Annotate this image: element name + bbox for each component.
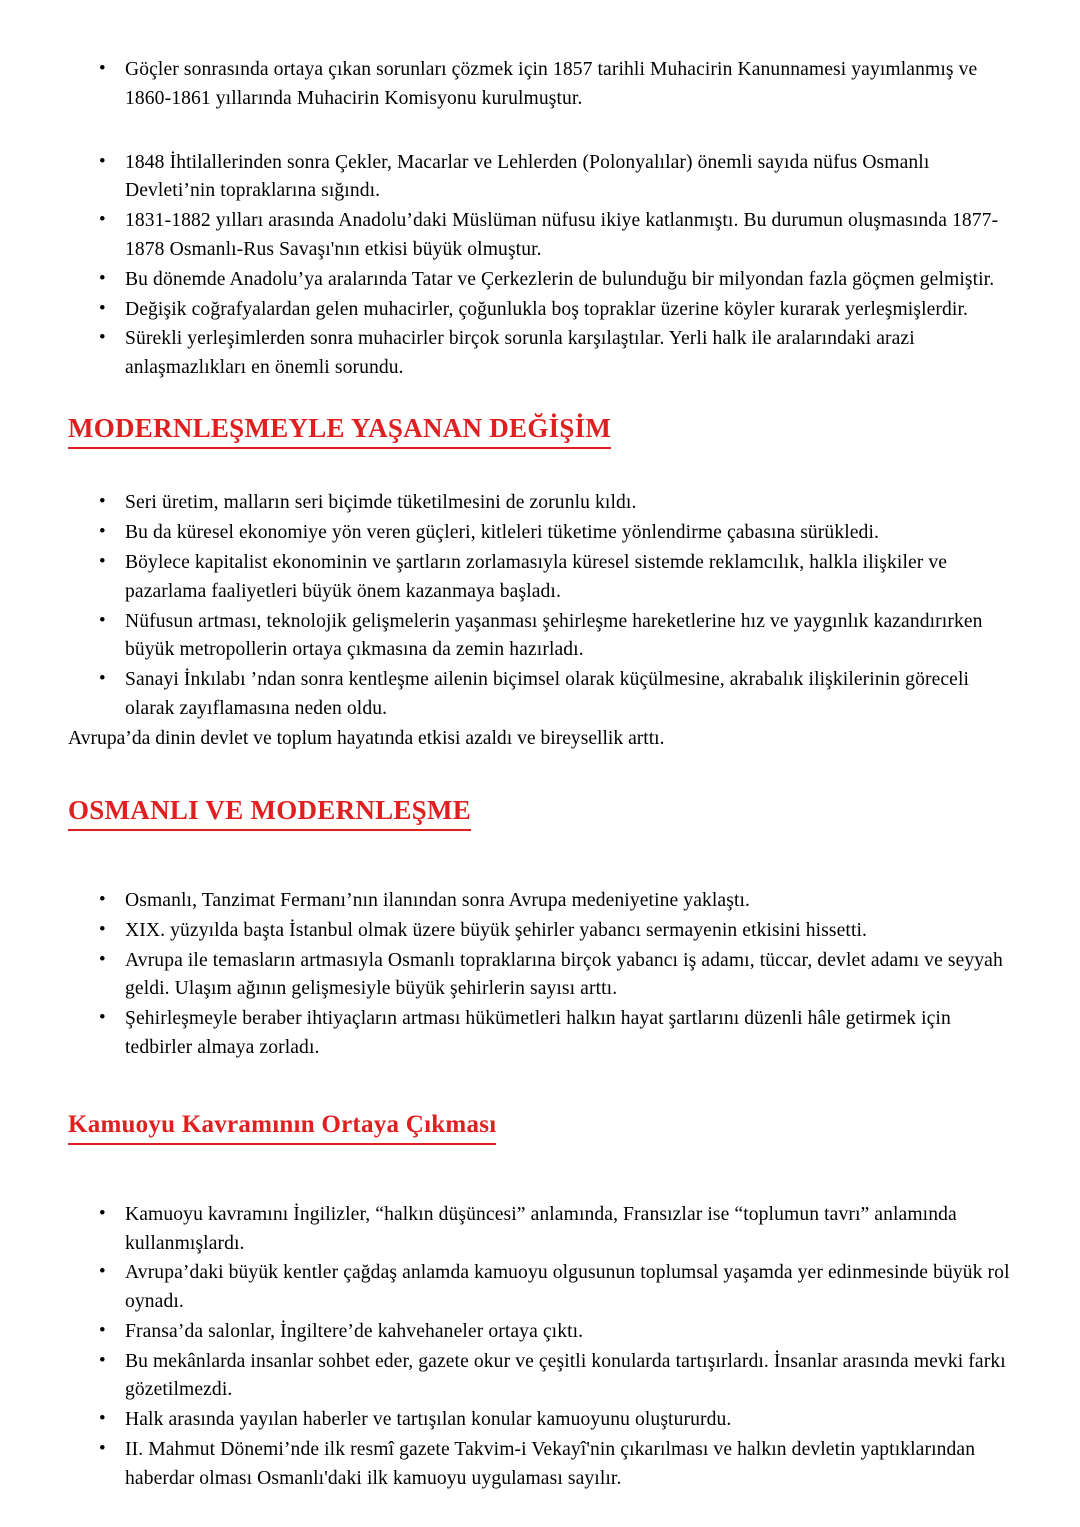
- bullet-list-kamuoyu: [68, 1201, 1010, 1494]
- bullet-list-group-2: [68, 149, 1010, 383]
- list-item: • Bu mekânlarda insanlar sohbet eder, gazete okur ve çeşitli konularda tartışırlardı. İnsanlar arasında mevki farkı gözetilmezdi.: [68, 1348, 1010, 1406]
- section-osmanli-ve-modernlesme: [68, 887, 1010, 1063]
- section-kamuoyu-kavraminin-ortaya-cikmasi: [68, 1201, 1010, 1494]
- heading-bottom-spacer: [0, 449, 1080, 489]
- section-migration-notes: [68, 56, 1010, 383]
- heading-bottom-spacer: [0, 1145, 1080, 1201]
- heading-row-osmanli: [0, 794, 1080, 831]
- list-item: • Böylece kapitalist ekonominin ve şartların zorlamasıyla küresel sistemde reklamcılık, halkla ilişkiler ve pazarlama faaliyetleri büyük önem kazanmaya başladı.: [68, 549, 1010, 607]
- section-modernlesmeyle-yasanan-degisim: [68, 489, 1010, 723]
- trailing-paragraph-modernlesme: Avrupa’da dinin devlet ve toplum hayatında etkisi azaldı ve bireysellik arttı.: [68, 727, 665, 749]
- section-spacer: [0, 754, 1080, 794]
- section-heading-kamuoyu-kavraminin-ortaya-cikmasi: Kamuoyu Kavramının Ortaya Çıkması: [68, 1110, 496, 1145]
- list-item: • 1848 İhtilallerinden sonra Çekler, Macarlar ve Lehlerden (Polonyalılar) önemli sayıda nüfus Osmanlı Devleti’nin topraklarına sığındı.: [68, 149, 1010, 207]
- bullet-list-group-1: [68, 56, 1010, 114]
- list-item: • Sanayi İnkılabı ’ndan sonra kentleşme ailenin biçimsel olarak küçülmesine, akrabalık ilişkilerinin göreceli olarak zayıflamasına neden oldu.: [68, 666, 1010, 724]
- list-item: • II. Mahmut Dönemi’nde ilk resmî gazete Takvim-i Vekayî'nin çıkarılması ve halkın devletin yaptıklarından haberdar olması Osmanlı'daki ilk kamuoyu uygulaması sayılır.: [68, 1436, 1010, 1494]
- bullet-list-osmanli: [68, 887, 1010, 1063]
- list-item: • Sürekli yerleşimlerden sonra muhacirler birçok sorunla karşılaştılar. Yerli halk ile aralarındaki arazi anlaşmazlıkları en önemli sorundu.: [68, 325, 1010, 383]
- heading-bottom-spacer: [0, 831, 1080, 887]
- list-item: • Fransa’da salonlar, İngiltere’de kahvehaneler ortaya çıktı.: [68, 1318, 1010, 1347]
- section-spacer: [0, 1064, 1080, 1110]
- top-margin: [0, 0, 1080, 56]
- section-heading-modernlesmeyle-yasanan-degisim: MODERNLEŞMEYLE YAŞANAN DEĞİŞİM: [68, 412, 611, 449]
- list-item: • Bu da küresel ekonomiye yön veren güçleri, kitleleri tüketime yönlendirme çabasına sürükledi.: [68, 519, 1010, 548]
- list-item: • Göçler sonrasında ortaya çıkan sorunları çözmek için 1857 tarihli Muhacirin Kanunnamesi yayımlanmış ve 1860-1861 yıllarında Muhacirin Komisyonu kurulmuştur.: [68, 56, 1010, 114]
- section-spacer: [0, 384, 1080, 412]
- list-item: • Avrupa ile temasların artmasıyla Osmanlı topraklarına birçok yabancı iş adamı, tüccar, devlet adamı ve seyyah geldi. Ulaşım ağının gelişmesiyle büyük şehirlerin sayısı arttı.: [68, 947, 1010, 1005]
- list-item: • Değişik coğrafyalardan gelen muhacirler, çoğunlukla boş topraklar üzerine köyler kurarak yerleşmişlerdir.: [68, 296, 1010, 325]
- list-item: • XIX. yüzyılda başta İstanbul olmak üzere büyük şehirler yabancı sermayenin etkisini hissetti.: [68, 917, 1010, 946]
- list-item: • Şehirleşmeyle beraber ihtiyaçların artması hükümetleri halkın hayat şartlarını düzenli hâle getirmek için tedbirler almaya zorladı.: [68, 1005, 1010, 1063]
- list-item: • Kamuoyu kavramını İngilizler, “halkın düşüncesi” anlamında, Fransızlar ise “toplumun tavrı” anlamında kullanmışlardı.: [68, 1201, 1010, 1259]
- list-item: • 1831-1882 yılları arasında Anadolu’daki Müslüman nüfusu ikiye katlanmıştı. Bu durumun oluşmasında 1877-1878 Osmanlı-Rus Savaşı'nın etkisi büyük olmuştur.: [68, 207, 1010, 265]
- bullet-list-modernlesme: [68, 489, 1010, 723]
- list-item: • Bu dönemde Anadolu’ya aralarında Tatar ve Çerkezlerin de bulunduğu bir milyondan fazla göçmen gelmiştir.: [68, 266, 1010, 295]
- list-item: • Osmanlı, Tanzimat Fermanı’nın ilanından sonra Avrupa medeniyetine yaklaştı.: [68, 887, 1010, 916]
- list-item: • Seri üretim, malların seri biçimde tüketilmesini de zorunlu kıldı.: [68, 489, 1010, 518]
- heading-row-modernlesme: [0, 412, 1080, 449]
- list-item: • Nüfusun artması, teknolojik gelişmelerin yaşanması şehirleşme hareketlerine hız ve yaygınlık kazandırırken büyük metropollerin ortaya çıkmasına da zemin hazırladı.: [68, 608, 1010, 666]
- group-spacer: [68, 115, 1010, 149]
- list-item: • Avrupa’daki büyük kentler çağdaş anlamda kamuoyu olgusunun toplumsal yaşamda yer edinmesinde büyük rol oynadı.: [68, 1259, 1010, 1317]
- heading-row-kamuoyu: [0, 1110, 1080, 1145]
- list-item: • Halk arasında yayılan haberler ve tartışılan konular kamuoyunu oluştururdu.: [68, 1406, 1010, 1435]
- section-heading-osmanli-ve-modernlesme: OSMANLI VE MODERNLEŞME: [68, 794, 471, 831]
